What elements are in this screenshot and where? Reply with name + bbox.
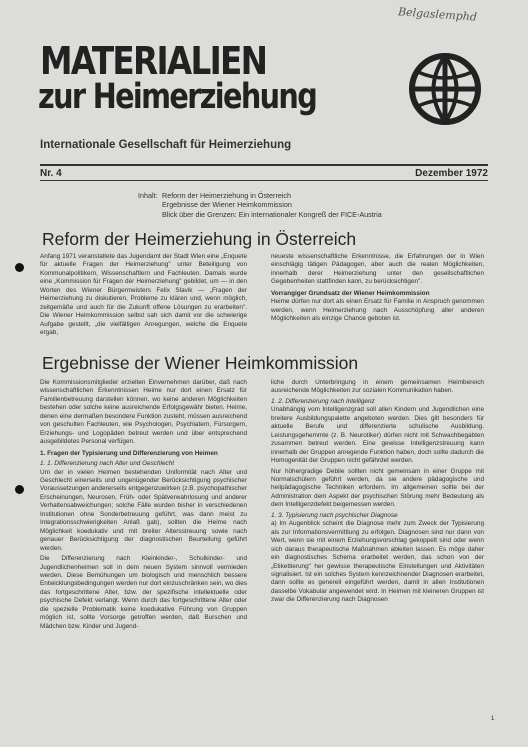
contents-item: Blick über die Grenzen: Ein internationaler Kongreß der FICE-Austria: [162, 209, 382, 219]
masthead-subtitle: Internationale Gesellschaft für Heimerziehung: [40, 139, 292, 151]
article1-right-text: neueste wissenschaftliche Erkenntnisse, die Erfahrungen der in Wien einschlägig tätigen Pädagogen, aber auch die realen Möglichkeiten, innerhalb derer Heimerziehung unter den gesellschaftlichen Gegebenheiten stattfinden kann, zu berücksichtigen".: [271, 253, 484, 286]
article1-right-subheading: Vorrangiger Grundsatz der Wiener Heimkommission: [271, 289, 430, 297]
article1-heading: Reform der Heimerziehung in Österreich: [42, 229, 357, 249]
article2-right-text3: Nur höhergradige Debile sollten nicht gemeinsam in einer Gruppe mit Normalschülern geführt werden, da sie andere pädagogische und heilpädagogische Techniken erfordern. Im allgemeinen sollte bei der Administration dem Aspekt der psychischen Störung mehr Bedeutung als dem Intelligenzdefekt beigemessen werden.: [271, 467, 484, 509]
section1-2-heading: 1. 2. Differenzierung nach Intelligenz: [271, 397, 375, 405]
section1-1-heading: 1. 1. Differenzierung nach Alter und Geschlecht: [40, 460, 175, 468]
article2-left-text3: Die Differenzierung nach Kleinkinder-, Schulkinder- und Jugendlichenheimen soll in dem neuen System sinnvoll vermieden werden. Diese Bemühungen um biologisch und menschlich bessere Entwicklungsbedingungen werden nur dort einzuschränken sein, wo dies das fortgeschrittene Alter, bzw. der spezifische intellektuelle oder psychische Defekt verlangt. Wenn durch das fortgeschrittene Alter oder die spezielle Problematik keine koedukative Führung von Gruppen möglich ist, sollte Vorsorge getroffen werden, daß Burschen und Mädchen bzw. Kinder und Jugend-: [40, 555, 247, 630]
article1-left-text: Anfang 1971 veranstaltete das Jugendamt der Stadt Wien eine „Enquete für aktuelle Fragen der Heimerziehung" unter Beteiligung von Kommunalpolitikern, Wissenschaftlern und Fachleuten. Damals wurde eine „Kommission für Fragen der Heimerziehung" gebildet, um — in den Worten des Wiener Bürgermeisters Felix Slavik — „Fragen der Heimerziehung zu diskutieren, Probleme zu klären und, wenn möglich, zeitgemäße und auch für die Zukunft offene Lösungen zu erarbeiten". Die Wiener Heimkommission selbst sah sich damit vor die schwierige Aufgabe gestellt, „die vielfältigen Anregungen, welche die Enquete ergab,: [40, 253, 247, 337]
masthead-title-line2: zur Heimerziehung: [38, 77, 317, 117]
article1-right-column: [271, 253, 484, 324]
rule-bottom: [40, 180, 488, 181]
article2-left-column: [40, 379, 247, 631]
rule-top: [40, 164, 488, 166]
section1-3-heading: 1. 3. Typisierung nach psychischer Diagnose: [271, 511, 398, 519]
article2-right-text4: a) Im Augenblick scheint die Diagnose mehr zum Zweck der Typisierung als zur Informationsvermittlung zu erfolgen. Diagnosen sind nur dann von Wert, wenn sie mit einem Erziehungsvorschlag gekoppelt sind oder wenn sich daraus therapeutische Maßnahmen ableiten lassen. Es möge daher ein diagnostisches Schema erarbeitet werden, das schon von der „Etikettierung" her gewisse therapeutische Einstellungen und Aktivitäten signalisiert. Ist ein solches System kennzeichnender Diagnosen erarbeitet, dann sollte es generell eingeführt werden, damit in allen Institutionen dasselbe Vokabular angewendet wird. In Heimen mit kleineren Gruppen ist zwar die Differenzierung nach Diagnosen: [271, 520, 484, 604]
article2-left-text2: Um der in vielen Heimen bestehenden Uniformität nach Alter und Geschlecht einerseits und ungenügender Berücksichtigung psychischer Voraussetzungen andererseits entgegenzuwirken (z.B. psychopathischer Erscheinungen, Neurosen, Früh- oder Spätverwahrlosung und anderer Verhaltensabweichungen; solche Fälle wurden bisher in verschiedenen Institutionen ohne Sonderbetreuung geführt, was dann meist zu Integrationsschwierigkeiten Anlaß gab), sollten die Heime nach Möglichkeit koedukativ und mit breiter Altersstreuung sowie nach genauer Berücksichtigung der diagnostischen Beurteilung geführt werden.: [40, 468, 247, 552]
article1-right-text2: Heime dürfen nur dort als einen Ersatz für Familie in Anspruch genommen werden, wenn Heimerziehung nach Ausschöpfung aller anderen Möglichkeiten als einzige Chance geboten ist.: [271, 298, 484, 323]
article2-heading: Ergebnisse der Wiener Heimkommission: [42, 353, 359, 373]
article2-right-text2: Unabhängig vom Intelligenzgrad soll allen Kindern und Jugendlichen eine breitere Ausbildungspalette angeboten werden. Dies gilt besonders für aktuelle Berufe und differenzierte schulische Ausbildung. Leistungsgehemmte (z. B. Neurotiker) dürfen nicht mit Schwachbegabten zusammen betreut werden. Eine gewisse Intelligenzstreuung kann innerhalb der Gruppen anregende Funktion haben, doch sollte dadurch die Homogenität der Gruppen nicht gefährdet werden.: [271, 406, 484, 465]
contents-item: Ergebnisse der Wiener Heimkommission: [162, 200, 292, 210]
table-of-contents: [138, 191, 382, 219]
handwritten-note: Belgaslemphd: [397, 5, 478, 24]
page-number: 1: [491, 716, 495, 722]
article2-right-column: [271, 379, 484, 605]
article1-left-column: [40, 253, 247, 338]
punch-hole: [15, 485, 24, 494]
section1-heading: 1. Fragen der Typisierung und Differenzierung von Heimen: [40, 449, 218, 457]
punch-hole: [15, 263, 24, 272]
contents-item: Reform der Heimerziehung in Österreich: [162, 191, 292, 200]
article2-left-intro: Die Kommissionsmitglieder erzielten Einvernehmen darüber, daß nach wissenschaftlichen Erkenntnissen Heime nur dort einen Ersatz für Familienbetreuung darstellen können, wo keine anderen Möglichkeiten bestehen oder solche keine ausreichende Erfolgsgewähr bieten. Heime, denen eine dermaßen besondere Funktion zusteht, müssen ausreichend von geschulten Fachleuten, wie Psychologen, Psychiatern, Fürsorgern, Erziehungs- und Logopäden betreut werden und über entsprechend ausgebildetes Personal verfügen.: [40, 379, 247, 446]
masthead-title-line1: MATERIALIEN: [40, 39, 267, 83]
issue-number: Nr. 4: [40, 168, 62, 179]
contents-label: Inhalt:: [138, 191, 158, 200]
globe-logo-icon: [408, 50, 482, 130]
issue-date: Dezember 1972: [415, 168, 488, 179]
article2-right-text1: liche durch Unterbringung in einem gemeinsamen Heimbereich ausreichende Möglichkeiten zur sozialen Kommunikation haben.: [271, 379, 484, 395]
